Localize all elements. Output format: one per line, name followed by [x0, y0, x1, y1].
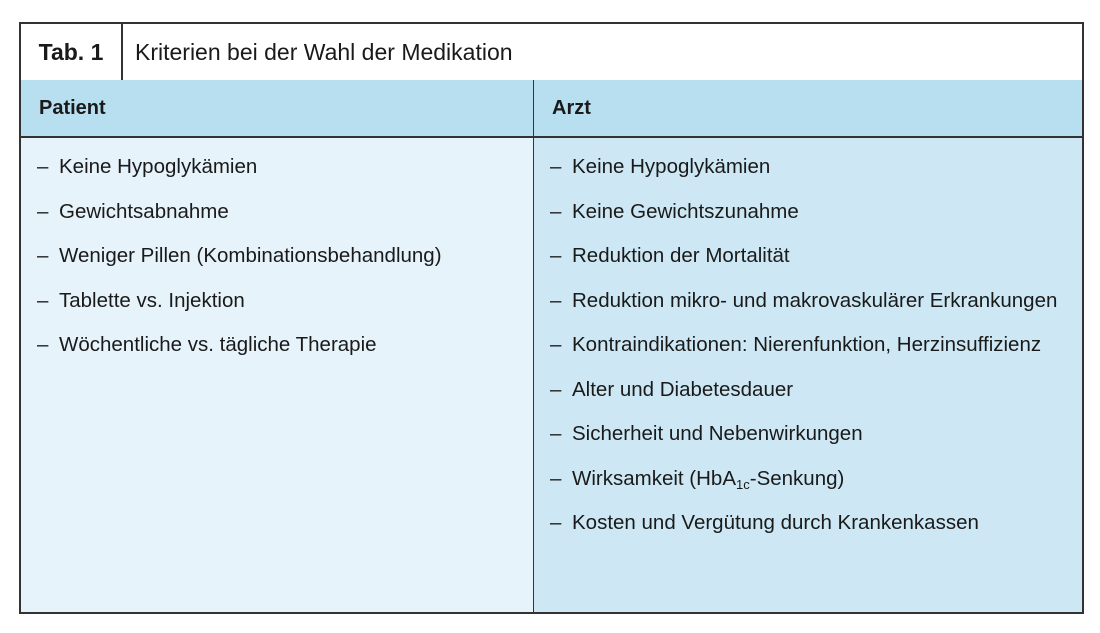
- table-title: Kriterien bei der Wahl der Medikation: [135, 39, 513, 65]
- list-item-text: Tablette vs. Injektion: [59, 288, 245, 312]
- list-item-text: Alter und Diabetesdauer: [572, 377, 794, 401]
- criteria-table: [19, 22, 1084, 614]
- patient-criteria-list: [21, 138, 533, 362]
- list-bullet: –: [37, 333, 49, 356]
- list-bullet: –: [550, 199, 562, 223]
- list-item-text: Keine Gewichtszunahme: [572, 199, 799, 223]
- list-item-text: Keine Hypoglykämien: [59, 155, 258, 178]
- list-bullet: –: [550, 155, 562, 178]
- column-header-arzt: Arzt: [552, 97, 591, 119]
- list-item: [550, 195, 1082, 229]
- list-item: [37, 195, 533, 229]
- list-bullet: –: [550, 244, 562, 267]
- list-bullet: –: [550, 422, 562, 445]
- list-bullet: –: [37, 199, 49, 223]
- list-bullet: –: [550, 511, 562, 534]
- list-bullet: –: [550, 466, 562, 490]
- list-item: [550, 506, 1082, 540]
- list-item-text: Reduktion mikro- und makrovaskulärer Erkrankungen: [572, 288, 1058, 312]
- list-item: [37, 328, 533, 362]
- list-bullet: –: [37, 244, 49, 267]
- list-item-text: Weniger Pillen (Kombinationsbehandlung): [59, 244, 442, 267]
- list-bullet: –: [550, 333, 562, 356]
- list-bullet: –: [550, 377, 562, 401]
- list-item-text: Kosten und Vergütung durch Krankenkassen: [572, 511, 979, 534]
- list-item: [550, 150, 1082, 184]
- list-item-text: Wirksamkeit (HbA$_{1c}$-Senkung): [572, 466, 845, 492]
- list-item-text: Gewichtsabnahme: [59, 199, 229, 223]
- table-title-row: [21, 24, 1082, 82]
- list-item-text: Reduktion der Mortalität: [572, 244, 790, 267]
- list-item: [550, 239, 1082, 273]
- arzt-column: [534, 138, 1082, 612]
- list-item-text: Kontraindikationen: Nierenfunktion, Herzinsuffizienz: [572, 333, 1042, 356]
- table-body: [21, 138, 1082, 612]
- list-item: [550, 417, 1082, 451]
- column-header-row: [21, 80, 1082, 138]
- arzt-criteria-list: [534, 138, 1082, 540]
- list-bullet: –: [37, 155, 49, 178]
- list-item-text: Wöchentliche vs. tägliche Therapie: [59, 333, 377, 356]
- list-item-text: Sicherheit und Nebenwirkungen: [572, 422, 863, 445]
- list-item: [550, 284, 1082, 318]
- list-item: [550, 373, 1082, 407]
- list-bullet: –: [37, 288, 49, 312]
- list-item: [550, 328, 1082, 362]
- list-item-text: Keine Hypoglykämien: [572, 155, 771, 178]
- table-label: Tab. 1: [21, 24, 123, 80]
- list-item: [37, 284, 533, 318]
- list-item: [37, 150, 533, 184]
- patient-column: [21, 138, 534, 612]
- list-bullet: –: [550, 288, 562, 312]
- column-header-patient: Patient: [39, 97, 106, 119]
- list-item: [550, 462, 1082, 496]
- list-item: [37, 239, 533, 273]
- column-divider: [533, 80, 534, 136]
